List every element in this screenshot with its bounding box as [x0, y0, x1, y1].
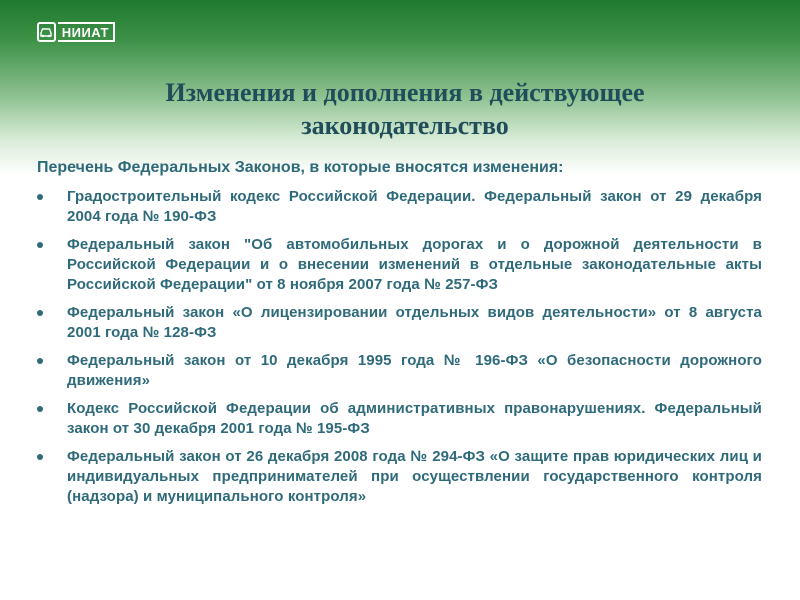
bullet-icon — [37, 194, 43, 200]
list-item-text: Кодекс Российской Федерации об административных правонарушениях. Федеральный закон от 30 декабря 2001 года № 195-ФЗ — [67, 400, 762, 437]
list-item-text: Федеральный закон «О лицензировании отдельных видов деятельности» от 8 августа 2001 года № 128-ФЗ — [67, 304, 762, 341]
list-item — [37, 447, 762, 507]
bullet-icon — [37, 310, 43, 316]
bullet-icon — [37, 454, 43, 460]
bullet-icon — [37, 406, 43, 412]
bullet-icon — [37, 358, 43, 364]
list-item — [37, 187, 762, 227]
law-list — [37, 187, 762, 515]
car-emblem-icon — [37, 22, 56, 42]
list-item — [37, 235, 762, 295]
list-item-text: Градостроительный кодекс Российской Федерации. Федеральный закон от 29 декабря 2004 года № 190-ФЗ — [67, 188, 762, 225]
bullet-icon — [37, 242, 43, 248]
list-item — [37, 399, 762, 439]
list-item-text: Федеральный закон от 26 декабря 2008 года № 294-ФЗ «О защите прав юридических лиц и индивидуальных предпринимателей при осуществлении государственного контроля (надзора) и муниципального контроля» — [67, 448, 762, 505]
list-item — [37, 303, 762, 343]
logo — [37, 20, 115, 44]
slide-title: Изменения и дополнения в действующее законодательство — [165, 78, 645, 140]
logo-text: НИИАТ — [58, 22, 115, 42]
list-item-text: Федеральный закон "Об автомобильных дорогах и о дорожной деятельности в Российской Федерации и о внесении изменений в отдельные законодательные акты Российской Федерации" от 8 ноября 2007 года № 257-ФЗ — [67, 236, 762, 293]
slide-subtitle: Перечень Федеральных Законов, в которые вносятся изменения: — [37, 159, 564, 176]
list-item-text: Федеральный закон от 10 декабря 1995 года № 196-ФЗ «О безопасности дорожного движения» — [67, 352, 762, 389]
list-item — [37, 351, 762, 391]
